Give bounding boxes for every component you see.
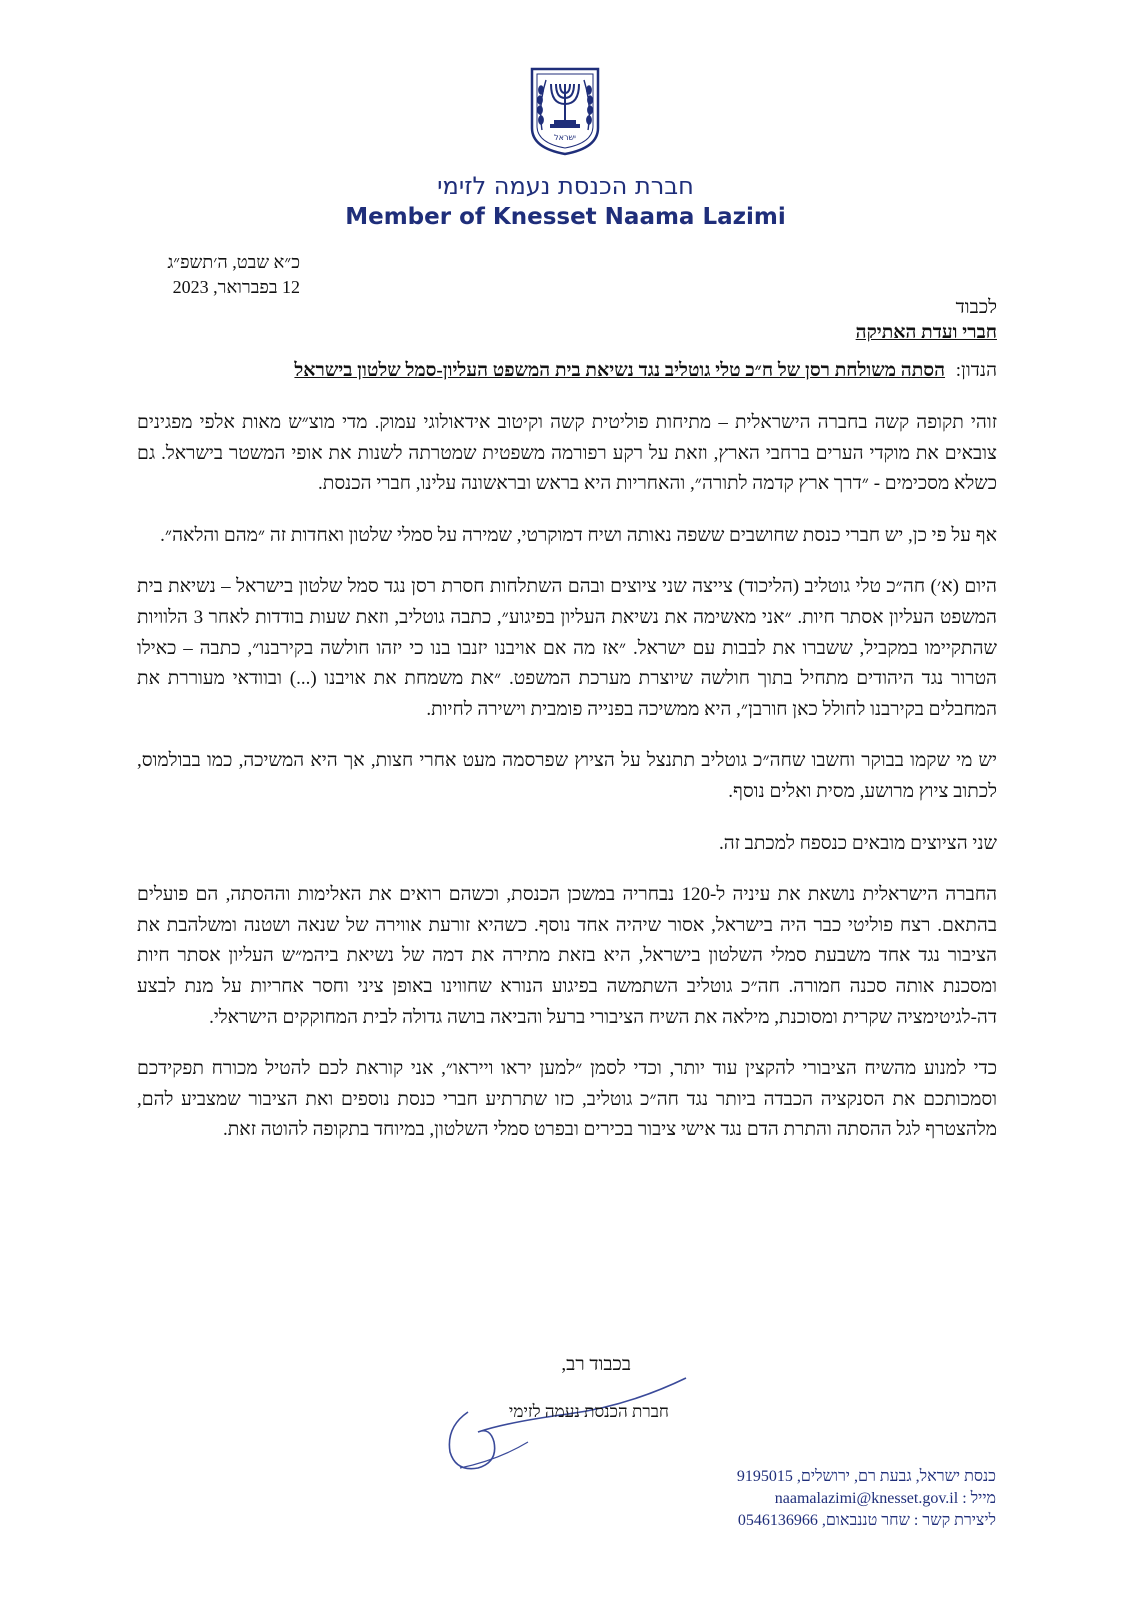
- contact-footer: [576, 1466, 996, 1532]
- addressee-block: [597, 295, 997, 345]
- body-paragraph: זוהי תקופה קשה בחברה הישראלית – מתיחות פוליטית קשה וקיטוב אידאולוגי עמוק. מדי מוצ״ש מאות אלפי מפגינים צובאים את מוקדי הערים ברחבי הארץ, וזאת על רקע רפורמה משפטית שמטרתה לשנות את אופי המשטר בישראל. גם כשלא מסכימים - ״דרך ארץ קדמה לתורה״, והאחריות היא בראש ובראשונה עלינו, חברי הכנסת.: [137, 412, 997, 495]
- subject-text: הסתה משולחת רסן של ח״כ טלי גוטליב נגד נשיאת בית המשפט העליון-סמל שלטון בישראל: [294, 360, 946, 381]
- body-paragraph: היום (א׳) חה״כ טלי גוטליב (הליכוד) צייצה שני ציוצים ובהם השתלחות חסרת רסן נגד סמל שלטון בישראל – נשיאת בית המשפט העליון אסתר חיות. ״אני מאשימה את נשיאת העליון בפיגוע״, כתבה גוטליב, וזאת שעות בודדות לאחר 3 הלוויות שהתקיימו במקביל, ששברו את לבבות עם ישראל. ״אז מה אם אויבנו יזנבו בנו כי יזהו חולשה בקירבנו״, כתבה – כאילו הטרור נגד היהודים מתחיל בתוך חולשה שיוצרת מערכת המשפט. ״את משמחת את אויבנו (...) ובוודאי מעוררת את המחבלים בקירבנו לחולל כאן חורבן״, היא ממשיכה בפנייה פומבית וישירה לחיות.: [137, 576, 997, 720]
- body-paragraph: החברה הישראלית נושאת את עיניה ל-120 נבחריה במשכן הכנסת, וכשהם רואים את האלימות וההסתה, הם פועלים בהתאם. רצח פוליטי כבר היה בישראל, אסור שיהיה אחד נוסף. כשהיא זורעת אווירה של שנאה ושטנה ומשלהבת את הציבור נגד אחד משבעת סמלי השלטון בישראל, היא בזאת מתירה את דמה של נשיאת ביהמ״ש העליון אסתר חיות ומסכנת אותה סכנה חמורה. חה״כ גוטליב השתמשה בפיגוע הנורא שחווינו באופן ציני וחסר אחריות על מנת לבצע דה-לגיטימציה שקרית ומסוכנת, מילאה את השיח הציבורי ברעל והביאה בושה גדולה לבית המחוקקים הישראלי.: [137, 884, 997, 1028]
- signatory-name: חברת הכנסת נעמה לזימי: [508, 1402, 669, 1421]
- mk-title-english: Member of Knesset Naama Lazimi: [345, 204, 786, 230]
- body-paragraph: אף על פי כן, יש חברי כנסת שחושבים ששפה נאותה ושיח דמוקרטי, שמירה על סמלי שלטון ואחדות זה ״מהם והלאה״.: [160, 524, 997, 546]
- addressee-salutation: לכבוד: [955, 297, 997, 318]
- body-paragraph: יש מי שקמו בבוקר וחשבו שחה״כ גוטליב תתנצל על הציוץ שפרסמה מעט אחרי חצות, אך היא המשיכה, כמו בבולמוס, לכתוב ציוץ מרושע, מסית ואלים נוסף.: [137, 750, 997, 802]
- hebrew-date: כ״א שבט, ה׳תשפ״ג: [167, 252, 300, 272]
- footer-contact: ליצירת קשר : שחר טננבאום, 0546136966: [737, 1512, 996, 1529]
- footer-email: מייל : naamalazimi@knesset.gov.il: [774, 1490, 996, 1507]
- body-paragraph: שני הציוצים מובאים כנספח למכתב זה.: [718, 832, 997, 854]
- menorah-emblem-icon: [526, 66, 604, 156]
- body-paragraph: כדי למנוע מהשיח הציבורי להקצין עוד יותר, וכדי לסמן ״למען יראו וייראו״, אני קוראת לכם להטיל מכורח תפקידכם וסמכותכם את הסנקציה הכבדה ביותר נגד חה״כ גוטליב, כזו שתרתיע חברי כנסת נוספים ואת הציבור שמצביע להם, מלהצטרף לגל ההסתה והתרת הדם נגד אישי ציבור בכירים ובפרט סמלי השלטון, במיוחד בתקופה להוטה זאת.: [137, 1058, 997, 1141]
- addressee-recipient: חברי ועדת האתיקה: [855, 322, 997, 343]
- subject-line: [127, 360, 997, 382]
- subject-label: הנדון:: [955, 360, 997, 381]
- closing-regards: בכבוד רב,: [561, 1354, 631, 1375]
- footer-address: כנסת ישראל, גבעת רם, ירושלים, 9195015: [736, 1468, 996, 1485]
- emblem-text: ישראל: [554, 133, 576, 142]
- gregorian-date: 12 בפברואר, 2023: [172, 277, 300, 297]
- letter-dates: [130, 250, 300, 300]
- letter-body: [137, 408, 997, 1167]
- mk-title-hebrew: חברת הכנסת נעמה לזימי: [437, 172, 694, 200]
